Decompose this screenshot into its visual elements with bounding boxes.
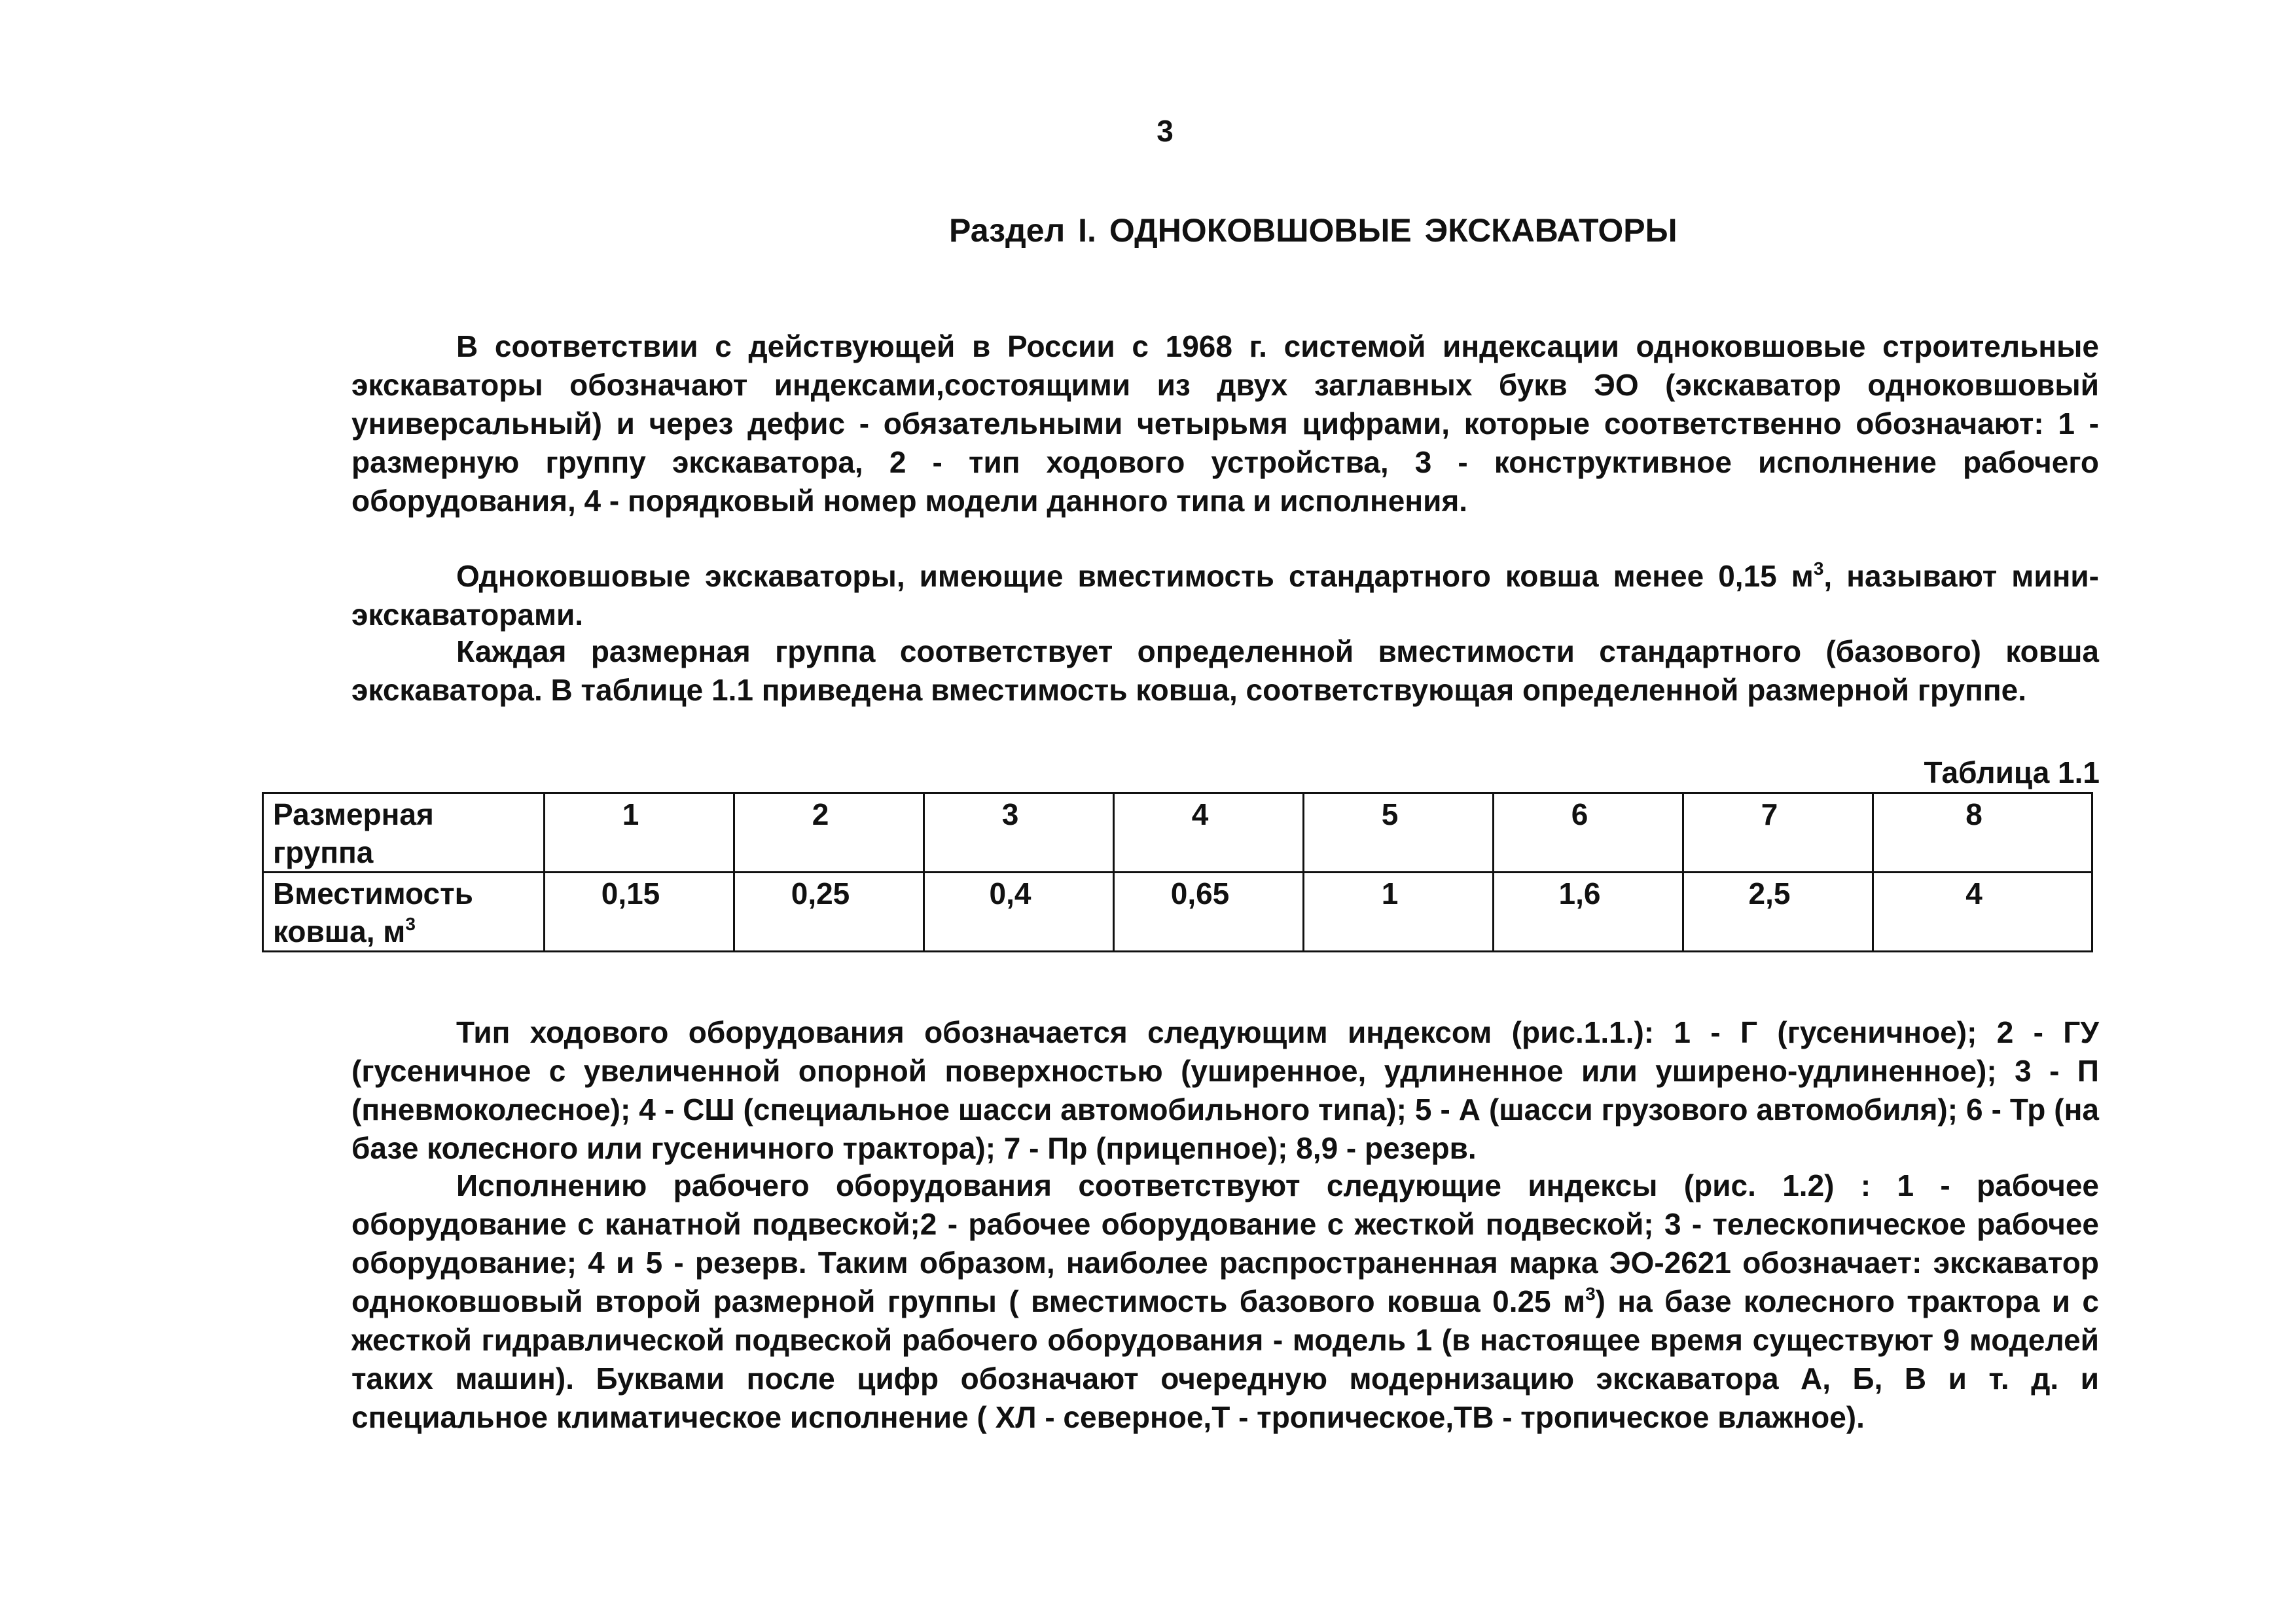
p5-superscript: 3: [1585, 1284, 1596, 1304]
table-row-size-group: [263, 793, 2092, 873]
capacity-cell: 0,25: [734, 873, 924, 952]
group-cell: 3: [924, 793, 1114, 873]
p2-text-after: , называют мини-экскаваторами.: [351, 559, 2099, 632]
row-label-capacity: [263, 873, 545, 952]
capacity-cell: 1,6: [1494, 873, 1683, 952]
capacity-label-superscript: 3: [405, 914, 416, 934]
group-cell: 4: [1114, 793, 1304, 873]
section-title: Раздел I. ОДНОКОВШОВЫЕ ЭКСКАВАТОРЫ: [949, 212, 1677, 249]
row-label-size-group: Размерная группа: [263, 793, 545, 873]
paragraph-mini-excavators: [351, 557, 2099, 634]
p5-text-after: ) на базе колесного трактора и с жесткой гидравлической подвеской рабочего оборудования - модель 1 (в настоящее время существуют 9 моделей таких машин). Буквами после цифр обозначают очередную модернизацию экскаватора А, Б, В и т. д. и специальное климатическое исполнение ( ХЛ - северное,Т - тропическое,ТВ - тропическое влажное).: [351, 1284, 2099, 1434]
capacity-cell: 1: [1304, 873, 1494, 952]
p2-superscript: 3: [1813, 558, 1824, 579]
group-cell: 7: [1683, 793, 1873, 873]
group-cell: 5: [1304, 793, 1494, 873]
table-caption: Таблица 1.1: [1924, 755, 2100, 789]
paragraph-equipment-versions: [351, 1166, 2099, 1437]
p2-text-before: Одноковшовые экскаваторы, имеющие вместимость стандартного ковша менее 0,15 м: [456, 559, 1814, 593]
table-row-capacity: [263, 873, 2092, 952]
capacity-cell: 4: [1873, 873, 2092, 952]
paragraph-indexing-system: В соответствии с действующей в России с 1968 г. системой индексации одноковшовые строительные экскаваторы обозначают индексами,состоящими из двух заглавных букв ЭО (экскаватор одноковшовый универсальный) и через дефис - обязательными четырьмя цифрами, которые соответственно обозначают: 1 - размерную группу экскаватора, 2 - тип ходового устройства, 3 - конструктивное исполнение рабочего оборудования, 4 - порядковый номер модели данного типа и исполнения.: [351, 329, 2099, 518]
capacity-cell: 0,4: [924, 873, 1114, 952]
group-cell: 8: [1873, 793, 2092, 873]
capacity-label-text: Вместимость ковша, м: [273, 876, 473, 948]
p5-text-before: Исполнению рабочего оборудования соответствуют следующие индексы (рис. 1.2) : 1 - рабочее оборудование с канатной подвеской;2 - рабочее оборудование с жесткой подвеской; 3 - телескопическое рабочее оборудование; 4 и 5 - резерв. Таким образом, наиболее распространенная марка ЭО-2621 обозначает: экскаватор одноковшовый второй размерной группы ( вместимость базового ковша 0.25 м: [351, 1168, 2099, 1318]
paragraph-undercarriage-types: Тип ходового оборудования обозначается следующим индексом (рис.1.1.): 1 - Г (гусеничное); 2 - ГУ (гусеничное с увеличенной опорной поверхностью (уширенное, удлиненное или уширено-удлиненное); 3 - П (пневмоколесное); 4 - СШ (специальное шасси автомобильного типа); 5 - А (шасси грузового автомобиля); 6 - Тр (на базе колесного или гусеничного трактора); 7 - Пр (прицепное); 8,9 - резерв.: [351, 1015, 2099, 1165]
page-number: 3: [1157, 114, 1174, 148]
paragraph-size-groups: Каждая размерная группа соответствует определенной вместимости стандартного (базового) ковша экскаватора. В таблице 1.1 приведена вместимость ковша, соответствующая определенной размерной группе.: [351, 634, 2099, 707]
group-cell: 1: [545, 793, 734, 873]
group-cell: 2: [734, 793, 924, 873]
bucket-capacity-table: [262, 792, 2093, 952]
group-cell: 6: [1494, 793, 1683, 873]
capacity-cell: 2,5: [1683, 873, 1873, 952]
capacity-cell: 0,15: [545, 873, 734, 952]
capacity-cell: 0,65: [1114, 873, 1304, 952]
